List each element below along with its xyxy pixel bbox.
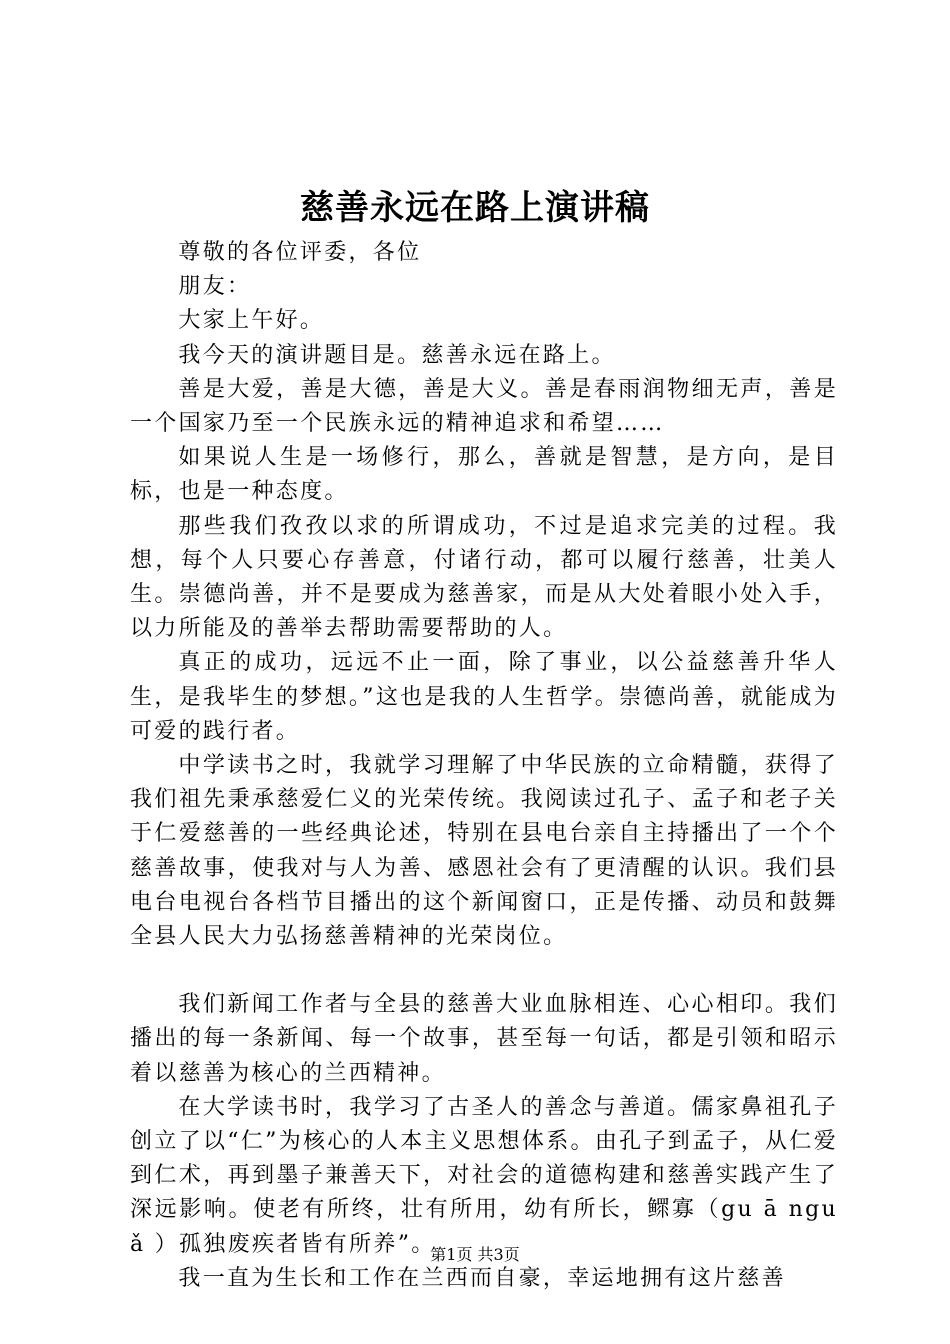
paragraph: 如果说人生是一场修行，那么，善就是智慧，是方向，是目标，也是一种态度。 — [130, 445, 838, 505]
paragraph: 尊敬的各位评委，各位 — [178, 240, 422, 265]
paragraph: 我一直为生长和工作在兰西而自豪，幸运地拥有这片慈善 — [178, 1265, 786, 1291]
paragraph: 中学读书之时，我就学习理解了中华民族的立命精髓，获得了我们祖先秉承慈爱仁义的光荣传统。我阅读过孔子、孟子和老子关于仁爱慈善的一些经典论述，特别在县电台亲自主持播出了一个个慈善故事，使我对与人为善、感恩社会有了更清醒的认识。我们县电台电视台各档节目播出的这个新闻窗口，正是传播、动员和鼓舞全县人民大力弘扬慈善精神的光荣岗位。 — [130, 753, 838, 950]
paragraph: 大家上午好。 — [178, 308, 325, 334]
page-footer: 第1页 共3页 — [430, 1245, 520, 1264]
paragraph: 朋友： — [178, 274, 252, 300]
paragraph: 我今天的演讲题目是。慈善永远在路上。 — [178, 342, 616, 368]
paragraph: 那些我们孜孜以求的所谓成功，不过是追求完美的过程。我想，每个人只要心存善意，付诸行动，都可以履行慈善，壮美人生。崇德尚善，并不是要成为慈善家，而是从大处着眼小处入手，以力所能及的善举去帮助需要帮助的人。 — [130, 513, 838, 642]
paragraph: 善是大爱，善是大德，善是大义。善是春雨润物细无声，善是一个国家乃至一个民族永远的精神追求和希望…… — [130, 376, 838, 437]
document-body — [130, 236, 838, 1296]
document-title: 慈善永远在路上演讲稿 — [300, 188, 650, 228]
paragraph: 真正的成功，远远不止一面，除了事业，以公益慈善升华人生，是我毕生的梦想。”这也是我的人生哲学。崇德尚善，就能成为可爱的践行者。 — [130, 650, 838, 744]
paragraph: 在大学读书时，我学习了古圣人的善念与善道。儒家鼻祖孔子创立了以“仁”为核心的人本主义思想体系。由孔子到孟子，从仁爱到仁术，再到墨子兼善天下，对社会的道德构建和慈善实践产生了深远影响。使老有所终，壮有所用，幼有所长，鳏寡（gu ā ngu ǎ ）孤独废疾者皆有所养”。 — [130, 1094, 838, 1257]
paragraph: 我们新闻工作者与全县的慈善大业血脉相连、心心相印。我们播出的每一条新闻、每一个故事，甚至每一句话，都是引领和昭示着以慈善为核心的兰西精神。 — [130, 992, 838, 1086]
